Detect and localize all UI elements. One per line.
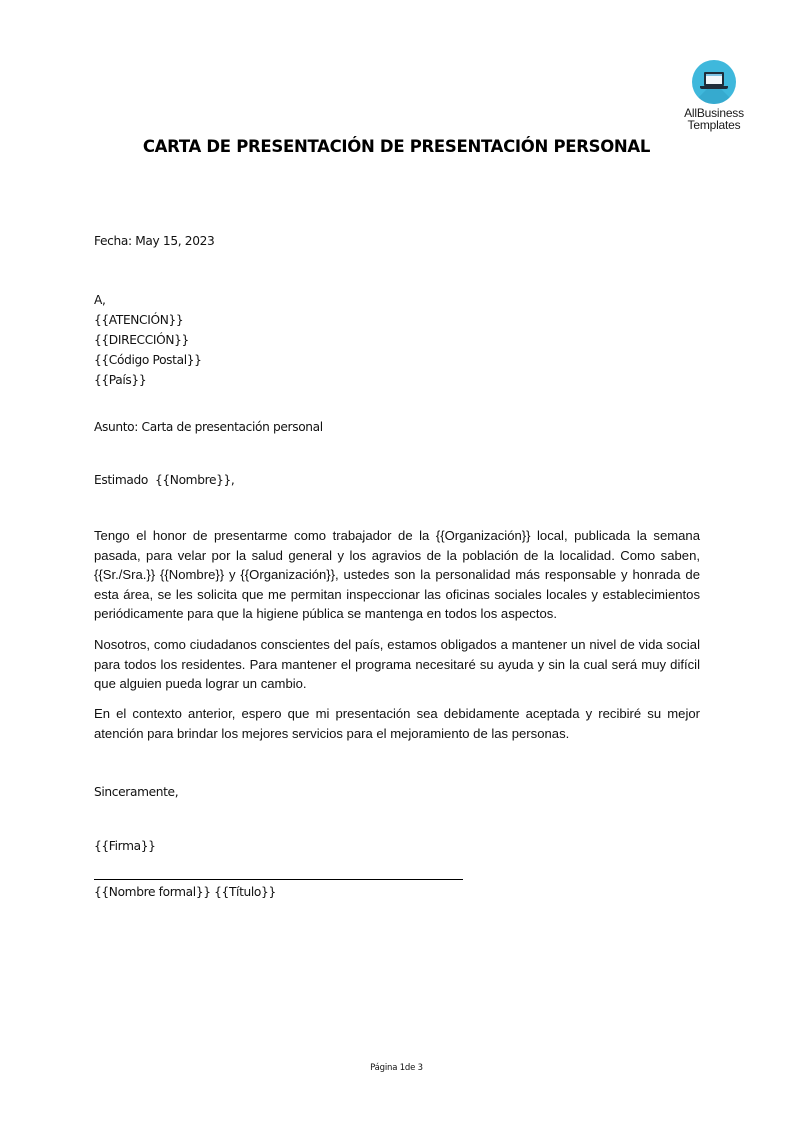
signer-name-title: {{Nombre formal}} {{Título}} — [94, 885, 276, 899]
subject-line: Asunto: Carta de presentación personal — [94, 420, 323, 434]
greeting-line: Estimado {{Nombre}}, — [94, 473, 235, 487]
recipient-attention: {{ATENCIÓN}} — [94, 313, 184, 327]
closing-line: Sinceramente, — [94, 785, 179, 799]
recipient-postal-code: {{Código Postal}} — [94, 353, 202, 367]
brand-name — [677, 107, 751, 131]
document-title: CARTA DE PRESENTACIÓN DE PRESENTACIÓN PERSONAL — [142, 137, 651, 156]
body-paragraph: Tengo el honor de presentarme como trabajador de la {{Organización}} local, publicada la semana pasada, para velar por la salud general y los agravios de la población de la localidad. Como saben, {{Sr./Sra.}} {{Nombre}} y {{Organización}}, ustedes son la personalidad más responsable y honrada de esta área, se les solicita que me permitan inspeccionar las oficinas sociales locales y establecimientos periódicamente para que la higiene pública se mantenga en todos los aspectos. — [94, 528, 700, 622]
recipient-block — [94, 290, 202, 390]
signature-line — [94, 879, 463, 880]
laptop-icon — [692, 60, 736, 104]
brand-name-line1: AllBusiness — [684, 106, 744, 120]
recipient-country: {{País}} — [94, 373, 147, 387]
signature-placeholder: {{Firma}} — [94, 839, 156, 853]
recipient-salutation: A, — [94, 293, 106, 307]
body-paragraph: Nosotros, como ciudadanos conscientes del país, estamos obligados a mantener un nivel de vida social para todos los residentes. Para mantener el programa necesitaré su ayuda y sin la cual será muy difícil que alguien pueda lograr un cambio. — [94, 637, 700, 692]
brand-logo — [677, 60, 751, 131]
brand-name-line2: Templates — [687, 118, 741, 132]
recipient-address: {{DIRECCIÓN}} — [94, 333, 189, 347]
date-line: Fecha: May 15, 2023 — [94, 234, 215, 248]
body-paragraph: En el contexto anterior, espero que mi presentación sea debidamente aceptada y recibiré su mejor atención para brindar los mejores servicios para el mejoramiento de las personas. — [94, 706, 700, 741]
page-number: Página 1de 3 — [370, 1063, 423, 1073]
